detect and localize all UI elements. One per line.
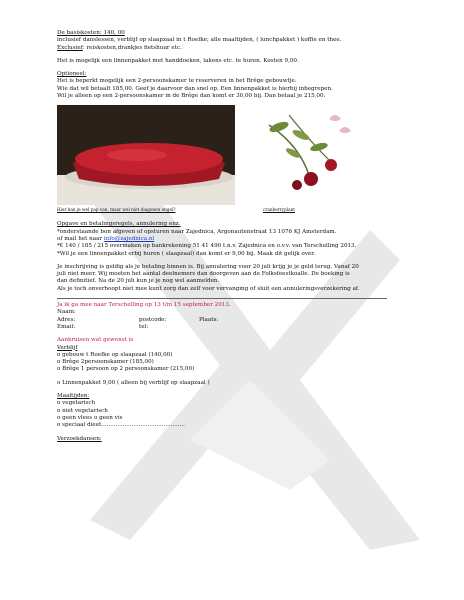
base-costs-inclusive: inclusief danslessen, verblijf op slaapzaal in t Roefke; alle maaltijden, ( lunchpakket ) koffie en thee. — [57, 37, 342, 44]
meal-option[interactable]: o speciaal dieet............................................... — [57, 422, 185, 429]
postcode-label: postcode: — [139, 316, 167, 323]
stay-option[interactable]: o Brêge 1 persoon op 2 persoonskamer (215,00) — [57, 366, 195, 373]
linen-rental-note: Het is mogelijk een linnenpakket met handdoeken, lakens etc. te huren. Kosten 9,00. — [57, 57, 299, 64]
optional-heading: Optioneel: — [57, 71, 87, 78]
linen-option[interactable]: o Linnenpakket 9,00 ( alleen bij verblijf op slaapzaal ) — [57, 379, 210, 386]
tel-label: tel: — [139, 323, 149, 330]
plant-caption: cranberryplant — [263, 207, 295, 213]
stay-option[interactable]: o gebouw t Roefke op slaapzaal (140,00) — [57, 351, 173, 358]
exclusive-text: : reiskosten,drankjes fietshuur etc. — [82, 44, 182, 51]
optional-line-2: Wie dat wil betaalt 185,00. Geef je daarvoor dan snel op. Een linnenpakket is hierbij inbegrepen. — [57, 85, 333, 92]
name-label: Naam: — [57, 309, 76, 316]
cranberry-plant-illustration — [249, 105, 359, 205]
registration-line-2 — [57, 236, 417, 243]
cancellation-line-4: Als je toch onverhoopt niet mee kunt zorg dan zelf voor vervanging of sluit een annuleringsverzekering af. — [57, 285, 360, 292]
registration-line-1: *onderstaande bon afgeven of opsturen naar Zajednica, Argonautenstraat 13 1076 KJ Amsterdam. — [57, 228, 337, 235]
dance-requests-label: Verzoekdansen: — [57, 435, 102, 442]
form-divider — [57, 298, 387, 299]
cancellation-line-2: juli niet meer. Wij moeten het aantal deelnemers dan doorgeven aan de Folksfeestkoalle. De boeking is — [57, 271, 350, 278]
stay-option[interactable]: o Brêge 2persoonskamer (185,00) — [57, 359, 154, 366]
document-body — [57, 30, 417, 443]
meal-option[interactable]: o vegetarisch — [57, 400, 96, 407]
registration-line-4: *Wil je een linnenpakket erbij huren ( slaapzaal) dan komt er 9,00 bij. Maak dit gelijk over. — [57, 250, 316, 257]
email-link[interactable]: info@zajednica.nl — [103, 235, 155, 242]
cancellation-line-1: Je inschrijving is geldig als je betaling binnen is. Bij annulering voor 20 juli krijg je je geld terug. Vanaf 20 — [57, 263, 359, 270]
registration-heading: Opgave en betalingsregels, annulering enz. — [57, 221, 181, 228]
base-costs-exclusive — [57, 45, 417, 52]
optional-line-3: Wil je alleen op een 2-persoonskamer in de Brêge dan komt er 30,00 bij. Dan betaal je 215,00. — [57, 93, 326, 100]
email-label: Email: — [57, 323, 76, 330]
cancellation-line-3: dan definitief. Na de 20 juli kun je je nog wel aanmelden. — [57, 278, 220, 285]
meals-heading: Maaltijden: — [57, 393, 90, 400]
contact-row — [57, 324, 417, 331]
form-intro: Ja ik ga mee naar Terschelling op 13 t/m 15 september 2013. — [57, 302, 231, 309]
exclusive-label: Exclusief — [57, 44, 83, 51]
address-label: Adres: — [57, 316, 76, 323]
form-instruction: Aankruisen wat gewenst is — [57, 337, 134, 344]
mail-prefix: of mail het naar — [57, 235, 104, 242]
meal-option[interactable]: o geen vlees o geen vis — [57, 414, 123, 421]
meal-option[interactable]: o niet vegetarisch — [57, 407, 108, 414]
address-row — [57, 317, 417, 324]
image-row — [57, 105, 417, 221]
place-label: Plaats: — [199, 316, 219, 323]
base-costs-heading: De basiskosten: 140, 00 — [57, 30, 125, 36]
stay-heading: Verblijf — [57, 344, 78, 351]
optional-line-1: Het is beperkt mogelijk een 2-persoonskamer te reserveren in het Brêge gebouwtje. — [57, 78, 297, 85]
registration-line-3: *€ 140 / 185 / 215 overmaken op bankrekening 51 41 490 t.n.v. Zajednica en o.v.v. van Terschelling 2013. — [57, 243, 357, 250]
cake-photo-caption: Hier kan je wel pap van, maar wel niet diagonen engel? — [57, 207, 176, 213]
cranberry-cake-photo — [57, 105, 235, 205]
